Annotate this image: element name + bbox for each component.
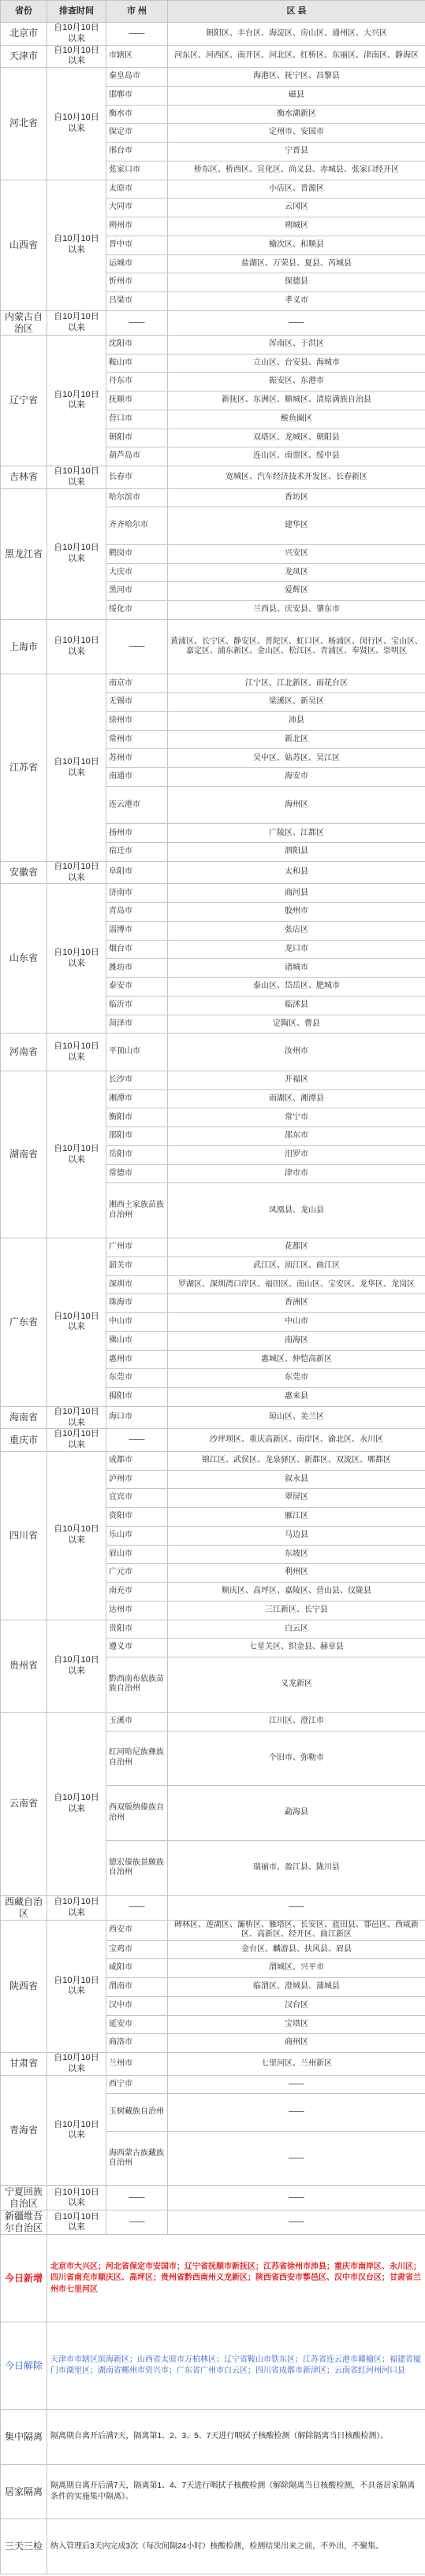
city-cell: 邵阳市: [106, 1127, 168, 1146]
city-cell: 朝阳市: [106, 429, 168, 447]
district-cell: 罗湖区、深圳湾口岸区、福田区、南山区、宝安区、龙华区、龙岗区: [168, 1275, 425, 1294]
district-cell: 花都区: [168, 1238, 425, 1257]
note-text: 隔离期自离开后满7天，隔离第1、2、3、5、7天进行咽拭子核酸检测（解除隔离当日核酸检测）。: [47, 2410, 425, 2465]
district-cell: 雁江区: [168, 1508, 425, 1527]
table-row: [1, 2053, 425, 2076]
city-cell: 抚顺市: [106, 392, 168, 410]
district-cell: 三江新区、长宁县: [168, 1601, 425, 1620]
city-cell: 市辖区: [106, 45, 168, 68]
check-time-cell: 自10月10日以来: [47, 1406, 106, 1429]
city-cell: 湘西土家族苗族自治州: [106, 1183, 168, 1238]
province-cell: 重庆市: [1, 1429, 47, 1452]
district-cell: 兴安区: [168, 544, 425, 563]
city-cell: 玉树藏族自治州: [106, 2094, 168, 2132]
district-cell: 义龙新区: [168, 1657, 425, 1713]
district-cell: 宁晋县: [168, 143, 425, 161]
city-cell: 徐州市: [106, 711, 168, 730]
city-cell: 张家口市: [106, 161, 168, 180]
city-cell: 西双版纳傣族自治州: [106, 1786, 168, 1841]
province-cell: 西藏自治区: [1, 1895, 47, 1920]
province-cell: 青海省: [1, 2075, 47, 2186]
city-cell: 济南市: [106, 884, 168, 903]
district-cell: 孝义市: [168, 292, 425, 311]
district-cell: 常宁市: [168, 1108, 425, 1127]
city-cell: 中山市: [106, 1313, 168, 1332]
city-cell: ——: [106, 1429, 168, 1452]
check-time-cell: 自10月10日以来: [47, 1451, 106, 1620]
district-cell: 宝塔区: [168, 2015, 425, 2034]
note-row: [1, 2235, 425, 2322]
table-row: [1, 1406, 425, 1429]
note-label: 三天三检: [1, 2519, 47, 2574]
province-cell: 陕西省: [1, 1920, 47, 2053]
province-cell: 江苏省: [1, 674, 47, 862]
city-cell: 玉溪市: [106, 1712, 168, 1731]
table-row: [1, 884, 425, 903]
city-cell: 阜阳市: [106, 861, 168, 884]
city-cell: 青岛市: [106, 903, 168, 922]
province-cell: 北京市: [1, 23, 47, 46]
table-row: [1, 1620, 425, 1639]
district-cell: ——: [168, 2210, 425, 2235]
table-row: [1, 23, 425, 46]
city-cell: 菏泽市: [106, 1015, 168, 1034]
district-cell: 新抚区、东洲区、顺城区、清原满族自治县: [168, 392, 425, 410]
city-cell: 运城市: [106, 254, 168, 273]
city-cell: ——: [106, 2210, 168, 2235]
table-row: [1, 466, 425, 489]
table-row: [1, 45, 425, 68]
check-time-cell: 自10月10日以来: [47, 1429, 106, 1452]
district-cell: ——: [168, 2186, 425, 2210]
city-cell: 绥化市: [106, 601, 168, 620]
city-cell: 乐山市: [106, 1526, 168, 1545]
district-cell: 桥东区、桥西区、宣化区、尚义县、赤城县、张家口经开区: [168, 161, 425, 180]
check-time-cell: 自10月10日以来: [47, 2210, 106, 2235]
province-cell: 四川省: [1, 1451, 47, 1620]
city-cell: 佛山市: [106, 1331, 168, 1350]
district-cell: 江宁区、江北新区、雨花台区: [168, 674, 425, 693]
city-cell: 衡水市: [106, 105, 168, 124]
city-cell: 黔西南布依族苗族自治州: [106, 1657, 168, 1713]
district-cell: ——: [168, 2094, 425, 2132]
city-cell: 扬州市: [106, 824, 168, 843]
note-row: [1, 2322, 425, 2410]
city-cell: 忻州市: [106, 273, 168, 292]
district-cell: ——: [168, 2131, 425, 2186]
city-cell: 苏州市: [106, 749, 168, 768]
district-cell: 诸城市: [168, 959, 425, 978]
city-cell: 惠州市: [106, 1350, 168, 1369]
city-cell: 哈尔滨市: [106, 488, 168, 507]
note-label: 今日解除: [1, 2322, 47, 2410]
district-cell: 中山市: [168, 1313, 425, 1332]
district-cell: 云冈区: [168, 199, 425, 217]
district-cell: 胶州市: [168, 903, 425, 922]
table-header-row: [1, 1, 425, 23]
check-time-cell: 自10月10日以来: [47, 310, 106, 335]
city-cell: 贵阳市: [106, 1620, 168, 1639]
province-cell: 山西省: [1, 180, 47, 310]
city-cell: 西宁市: [106, 2075, 168, 2094]
city-cell: 保定市: [106, 124, 168, 143]
province-cell: 甘肃省: [1, 2053, 47, 2076]
check-time-cell: 自10月10日以来: [47, 1895, 106, 1920]
district-cell: 宽城区、汽车经济技术开发区、长春新区: [168, 466, 425, 489]
table-row: [1, 2210, 425, 2235]
city-cell: 延安市: [106, 2015, 168, 2034]
district-cell: 振安区、东港市: [168, 373, 425, 392]
header-district: 区 县: [168, 1, 425, 23]
district-cell: 立山区、台安县、海城市: [168, 354, 425, 373]
city-cell: 沈阳市: [106, 335, 168, 354]
district-cell: 沙坪坝区、重庆高新区、南岸区、渝北区、永川区: [168, 1429, 425, 1452]
city-cell: 晋中市: [106, 236, 168, 254]
table-row: [1, 1071, 425, 1089]
district-cell: 泗阳县: [168, 843, 425, 862]
note-text: 天津市市辖区滨海新区；山西省太原市万柏林区；辽宁省鞍山市铁东区；江苏省连云港市赣榆区；福建省厦门市湖里区；湖南省郴州市资兴市；广东省广州市白云区；四川省成都市新津区；云南省红河州河口县: [47, 2322, 425, 2410]
province-cell: 山东省: [1, 884, 47, 1034]
city-cell: 黑河市: [106, 582, 168, 601]
table-row: [1, 619, 425, 674]
district-cell: 小店区、晋源区: [168, 180, 425, 199]
city-cell: 临沂市: [106, 996, 168, 1015]
district-cell: ——: [168, 1895, 425, 1920]
district-cell: 榆次区、和顺县: [168, 236, 425, 254]
district-cell: 凤凰县、龙山县: [168, 1183, 425, 1238]
district-cell: 武江区、浈江区、曲江区: [168, 1256, 425, 1275]
district-cell: 汉台区: [168, 1996, 425, 2015]
district-cell: 沛县: [168, 711, 425, 730]
city-cell: ——: [106, 310, 168, 335]
table-row: [1, 68, 425, 87]
city-cell: 营口市: [106, 410, 168, 429]
city-cell: ——: [106, 23, 168, 46]
city-cell: 宿迁市: [106, 843, 168, 862]
district-cell: 爱辉区: [168, 582, 425, 601]
province-cell: 天津市: [1, 45, 47, 68]
district-cell: 河东区、河西区、南开区、河北区、红桥区、东丽区、津南区、静海区: [168, 45, 425, 68]
city-cell: 连云港市: [106, 786, 168, 824]
check-time-cell: 自10月10日以来: [47, 23, 106, 46]
check-time-cell: 自10月10日以来: [47, 884, 106, 1034]
district-cell: 朝阳区、丰台区、海淀区、房山区、通州区、大兴区: [168, 23, 425, 46]
city-cell: 鹤岗市: [106, 544, 168, 563]
table-row: [1, 310, 425, 335]
city-cell: 平顶山市: [106, 1034, 168, 1071]
table-row: [1, 488, 425, 507]
district-cell: 津市市: [168, 1164, 425, 1183]
district-cell: 江川区、澄江市: [168, 1712, 425, 1731]
check-time-cell: 自10月10日以来: [47, 861, 106, 884]
note-row: [1, 2410, 425, 2465]
city-cell: 衡阳市: [106, 1108, 168, 1127]
check-time-cell: 自10月10日以来: [47, 1620, 106, 1712]
district-cell: 白云区: [168, 1620, 425, 1639]
city-cell: 南通市: [106, 768, 168, 787]
check-time-cell: 自10月10日以来: [47, 488, 106, 619]
city-cell: 宝鸡市: [106, 1940, 168, 1959]
city-cell: 商洛市: [106, 2034, 168, 2053]
district-cell: 马边县: [168, 1526, 425, 1545]
city-cell: 烟台市: [106, 940, 168, 959]
district-cell: 吴中区、姑苏区、吴江区: [168, 749, 425, 768]
city-cell: 丹东市: [106, 373, 168, 392]
city-cell: ——: [106, 1895, 168, 1920]
city-cell: 揭阳市: [106, 1388, 168, 1407]
district-cell: 定陶区、曹县: [168, 1015, 425, 1034]
city-cell: 宜宾市: [106, 1489, 168, 1508]
table-row: [1, 674, 425, 693]
province-cell: 上海市: [1, 619, 47, 674]
city-cell: 渭南市: [106, 1978, 168, 1997]
district-cell: 梁溪区、新吴区: [168, 693, 425, 712]
city-cell: 淄博市: [106, 921, 168, 940]
district-cell: ——: [168, 2075, 425, 2094]
note-row: [1, 2464, 425, 2519]
district-cell: 七星关区、织金县、赫章县: [168, 1639, 425, 1657]
city-cell: 潍坊市: [106, 959, 168, 978]
city-cell: 广州市: [106, 1238, 168, 1257]
header-province: 省份: [1, 1, 47, 23]
city-cell: 邢台市: [106, 143, 168, 161]
table-row: [1, 1034, 425, 1071]
city-cell: 邯郸市: [106, 86, 168, 105]
note-label: 居家隔离: [1, 2464, 47, 2519]
province-cell: 内蒙古自治区: [1, 310, 47, 335]
check-time-cell: 自10月10日以来: [47, 180, 106, 310]
city-cell: 南充市: [106, 1583, 168, 1602]
check-time-cell: 自10月10日以来: [47, 1712, 106, 1895]
district-cell: 张店区: [168, 921, 425, 940]
note-text: 北京市大兴区；河北省保定市安国市；辽宁省抚顺市新抚区；江苏省徐州市沛县；重庆市南岸区、永川区；四川省南充市顺庆区、高坪区；贵州省黔西南州义龙新区；陕西省西安市鄠邑区、汉中市汉台区；甘肃省兰州市七里河区: [47, 2235, 425, 2322]
district-cell: 海安市: [168, 768, 425, 787]
city-cell: 朔州市: [106, 217, 168, 236]
city-cell: 眉山市: [106, 1545, 168, 1564]
city-cell: 齐齐哈尔市: [106, 507, 168, 545]
district-cell: 香洲区: [168, 1294, 425, 1313]
district-cell: 新北区: [168, 730, 425, 749]
table-body: [1, 23, 425, 2574]
province-cell: 河南省: [1, 1034, 47, 1071]
check-time-cell: 自10月10日以来: [47, 1238, 106, 1407]
city-cell: 广元市: [106, 1564, 168, 1583]
city-cell: 太原市: [106, 180, 168, 199]
district-cell: 泰山区、岱岳区、肥城市: [168, 978, 425, 997]
city-cell: ——: [106, 619, 168, 674]
check-time-cell: 自10月10日以来: [47, 45, 106, 68]
check-time-cell: 自10月10日以来: [47, 619, 106, 674]
city-cell: 珠海市: [106, 1294, 168, 1313]
district-cell: 定州市、安国市: [168, 124, 425, 143]
district-cell: 七里河区、兰州新区: [168, 2053, 425, 2076]
check-time-cell: 自10月10日以来: [47, 68, 106, 180]
district-cell: 盐湖区、万荣县、夏县、芮城县: [168, 254, 425, 273]
check-time-cell: 自10月10日以来: [47, 2186, 106, 2210]
district-cell: 碑林区、莲湖区、灞桥区、雁塔区、长安区、蓝田县、鄠邑区、西咸新区、高新区、经开区、曲江新区: [168, 1920, 425, 1940]
table-row: [1, 1451, 425, 1470]
district-cell: 叙永县: [168, 1470, 425, 1489]
city-cell: 葫芦岛市: [106, 447, 168, 466]
check-time-cell: 自10月10日以来: [47, 1920, 106, 2053]
table-row: [1, 335, 425, 354]
table-row: [1, 2186, 425, 2210]
city-cell: 兰州市: [106, 2053, 168, 2076]
district-cell: 雨湖区、湘潭县: [168, 1089, 425, 1108]
check-time-cell: 自10月10日以来: [47, 674, 106, 862]
province-cell: 新疆维吾尔自治区: [1, 2210, 47, 2235]
note-text: 隔离期自离开后满7天，隔离第1、4、7天进行咽拭子核酸检测（解除隔离当日核酸检测，不具备居家隔离条件的实施集中隔离）。: [47, 2464, 425, 2519]
district-cell: 鲅鱼圈区: [168, 410, 425, 429]
district-cell: 渭城区、兴平市: [168, 1959, 425, 1978]
city-cell: 东莞市: [106, 1369, 168, 1388]
check-time-cell: 自10月10日以来: [47, 2053, 106, 2076]
district-cell: 保德县: [168, 273, 425, 292]
city-cell: 南京市: [106, 674, 168, 693]
province-cell: 云南省: [1, 1712, 47, 1895]
note-label: 今日新增: [1, 2235, 47, 2322]
check-time-cell: 自10月10日以来: [47, 335, 106, 466]
city-cell: 长春市: [106, 466, 168, 489]
header-city: 市 州: [106, 1, 168, 23]
district-cell: 连山区、南票区、绥中县: [168, 447, 425, 466]
table-row: [1, 180, 425, 199]
city-cell: 长沙市: [106, 1071, 168, 1089]
note-label: 集中隔离: [1, 2410, 47, 2465]
district-cell: 朔城区: [168, 217, 425, 236]
district-cell: 双塔区、龙城区、朝阳县: [168, 429, 425, 447]
district-cell: 黄浦区、长宁区、静安区、普陀区、虹口区、杨浦区、闵行区、宝山区、嘉定区、浦东新区、金山区、松江区、青浦区、奉贤区、崇明区: [168, 619, 425, 674]
district-cell: 惠来县: [168, 1388, 425, 1407]
city-cell: 咸阳市: [106, 1959, 168, 1978]
city-cell: 泸州市: [106, 1470, 168, 1489]
city-cell: 常德市: [106, 1164, 168, 1183]
district-cell: 汝州市: [168, 1034, 425, 1071]
province-cell: 黑龙江省: [1, 488, 47, 619]
city-cell: 无锡市: [106, 693, 168, 712]
city-cell: 海西蒙古族藏族自治州: [106, 2131, 168, 2186]
city-cell: 秦皇岛市: [106, 68, 168, 87]
province-cell: 宁夏回族自治区: [1, 2186, 47, 2210]
district-cell: 顺庆区、高坪区、嘉陵区、营山县、仪陇县: [168, 1583, 425, 1602]
district-cell: 海港区、抚宁区、昌黎县: [168, 68, 425, 87]
table-row: [1, 1895, 425, 1920]
city-cell: 红河哈尼族彝族自治州: [106, 1731, 168, 1786]
city-cell: 泰安市: [106, 978, 168, 997]
district-cell: 龙口市: [168, 940, 425, 959]
province-cell: 湖南省: [1, 1071, 47, 1238]
district-cell: 广陵区、江都区: [168, 824, 425, 843]
city-cell: 汉中市: [106, 1996, 168, 2015]
check-time-cell: 自10月10日以来: [47, 1071, 106, 1238]
district-cell: 瑞丽市、盈江县、陇川县: [168, 1840, 425, 1895]
city-cell: 大同市: [106, 199, 168, 217]
check-time-cell: 自10月10日以来: [47, 2075, 106, 2186]
city-cell: 资阳市: [106, 1508, 168, 1527]
city-cell: 常州市: [106, 730, 168, 749]
city-cell: 西安市: [106, 1920, 168, 1940]
province-cell: 贵州省: [1, 1620, 47, 1712]
district-cell: 个旧市、弥勒市: [168, 1731, 425, 1786]
note-text: 纳入管理后3天内完成3次（每次间隔24小时）核酸检测，检测结果出来之前，不外出，不聚集。: [47, 2519, 425, 2574]
district-cell: 利州区: [168, 1564, 425, 1583]
table-row: [1, 1712, 425, 1731]
city-cell: 鞍山市: [106, 354, 168, 373]
province-cell: 吉林省: [1, 466, 47, 489]
city-cell: 深圳市: [106, 1275, 168, 1294]
district-cell: 兰西县、庆安县、肇东市: [168, 601, 425, 620]
city-cell: 达州市: [106, 1601, 168, 1620]
district-cell: 开福区: [168, 1071, 425, 1089]
district-cell: 海州区: [168, 786, 425, 824]
province-cell: 海南省: [1, 1406, 47, 1429]
city-cell: 大庆市: [106, 563, 168, 582]
check-time-cell: 自10月10日以来: [47, 1034, 106, 1071]
city-cell: 德宏傣族景颇族自治州: [106, 1840, 168, 1895]
district-cell: 东坡区: [168, 1545, 425, 1564]
province-cell: 河北省: [1, 68, 47, 180]
district-cell: 浑南区、于洪区: [168, 335, 425, 354]
district-cell: 东莞市: [168, 1369, 425, 1388]
district-cell: 香坊区: [168, 488, 425, 507]
district-cell: 龙凤区: [168, 563, 425, 582]
province-cell: 安徽省: [1, 861, 47, 884]
header-time: 排查时间: [47, 1, 106, 23]
district-cell: 商州区: [168, 2034, 425, 2053]
table-row: [1, 1238, 425, 1257]
province-cell: 辽宁省: [1, 335, 47, 466]
district-cell: 勐海县: [168, 1786, 425, 1841]
district-cell: 商河县: [168, 884, 425, 903]
city-cell: 遵义市: [106, 1639, 168, 1657]
district-cell: 南海区: [168, 1331, 425, 1350]
district-cell: 琼山区、美兰区: [168, 1406, 425, 1429]
city-cell: 湘潭市: [106, 1089, 168, 1108]
district-cell: 太和县: [168, 861, 425, 884]
district-cell: 临渭区、澄城县、蒲城县: [168, 1978, 425, 1997]
district-cell: 衡水湖新区: [168, 105, 425, 124]
note-row: [1, 2519, 425, 2574]
check-time-cell: 自10月10日以来: [47, 466, 106, 489]
table-row: [1, 861, 425, 884]
city-cell: 海口市: [106, 1406, 168, 1429]
district-cell: 临沭县: [168, 996, 425, 1015]
city-cell: 吕梁市: [106, 292, 168, 311]
district-cell: 磁县: [168, 86, 425, 105]
city-cell: 成都市: [106, 1451, 168, 1470]
table-row: [1, 1429, 425, 1452]
city-cell: ——: [106, 2186, 168, 2210]
district-cell: 翠屏区: [168, 1489, 425, 1508]
table-row: [1, 2075, 425, 2094]
province-cell: 广东省: [1, 1238, 47, 1407]
district-cell: 汨罗市: [168, 1145, 425, 1164]
district-cell: 锦江区、武侯区、龙泉驿区、新都区、双流区、郫都区: [168, 1451, 425, 1470]
district-cell: 建华区: [168, 507, 425, 545]
district-cell: 惠城区、仲恺高新区: [168, 1350, 425, 1369]
district-cell: 金台区、麟游县、扶风县、眉县: [168, 1940, 425, 1959]
table-row: [1, 1920, 425, 1940]
district-cell: 邵东市: [168, 1127, 425, 1146]
city-cell: 岳阳市: [106, 1145, 168, 1164]
district-cell: ——: [168, 310, 425, 335]
city-cell: 韶关市: [106, 1256, 168, 1275]
